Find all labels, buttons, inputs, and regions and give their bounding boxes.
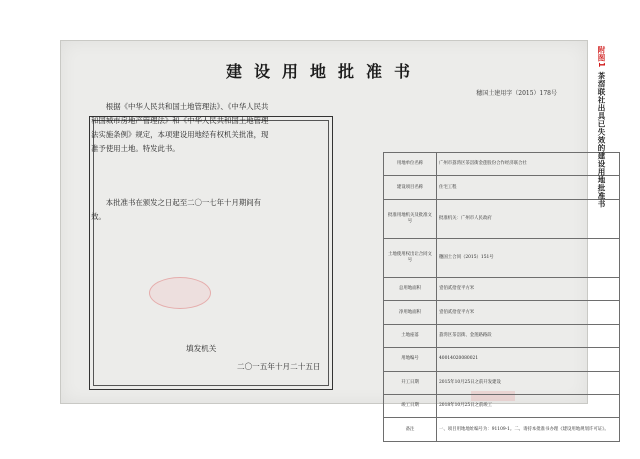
side-annotation-mark: 附图1 bbox=[597, 46, 606, 68]
row-value: 批准机关：广州市人民政府 bbox=[437, 199, 620, 238]
approval-paragraph-2: 本批准书在颁发之日起至二〇一七年十月期间有效。 bbox=[91, 198, 262, 221]
row-label: 竣工日期 bbox=[384, 395, 437, 418]
row-label: 建设项目名称 bbox=[384, 176, 437, 199]
row-label: 用地编号 bbox=[384, 348, 437, 371]
row-value: 广州市荔湾区茶滘街金莲股份合作经济联合社 bbox=[437, 153, 620, 176]
row-value: 荔湾区茶滘街、金莲路路段 bbox=[437, 324, 620, 347]
land-info-table bbox=[383, 152, 620, 442]
row-label: 备注 bbox=[384, 418, 437, 442]
row-label: 净用地面积 bbox=[384, 301, 437, 324]
table-row bbox=[384, 371, 620, 394]
row-label: 土地座落 bbox=[384, 324, 437, 347]
official-seal bbox=[149, 277, 211, 309]
table-row bbox=[384, 277, 620, 300]
row-label: 开工日期 bbox=[384, 371, 437, 394]
table-row bbox=[384, 395, 620, 418]
row-value: 穗国土合同（2015）151号 bbox=[437, 238, 620, 277]
document-number: 穗国土建用字（2015）178号 bbox=[476, 90, 557, 97]
row-value: 住宅工程 bbox=[437, 176, 620, 199]
table-row bbox=[384, 418, 620, 442]
row-value: 一、项目用地地址编号为：91109-1。二、请持本批准书办理《建设用地规划许可证》。 bbox=[437, 418, 620, 442]
row-value: 2018年10月25日之前竣工 bbox=[437, 395, 620, 418]
table-row bbox=[384, 238, 620, 277]
issuer-label: 填发机关 bbox=[186, 344, 217, 353]
issue-date: 二〇一五年十月二十五日 bbox=[237, 362, 321, 371]
row-label: 批准用地机关及批准文号 bbox=[384, 199, 437, 238]
side-annotation-text: 茶滘联社出具已失效的建设用地批准书 bbox=[597, 71, 606, 208]
row-label: 用地单位名称 bbox=[384, 153, 437, 176]
row-value: 40014020080021 bbox=[437, 348, 620, 371]
table-row bbox=[384, 153, 620, 176]
table-row bbox=[384, 199, 620, 238]
table-row bbox=[384, 324, 620, 347]
document-title: 建设用地批准书 bbox=[225, 62, 422, 81]
approval-paragraph-1: 根据《中华人民共和国土地管理法》、《中华人民共和国城市房地产管理法》和《中华人民共和国土地管理法实施条例》规定，本项建设用地经有权机关批准，现准予使用土地。特发此书。 bbox=[91, 102, 269, 153]
table-row bbox=[384, 348, 620, 371]
table-row bbox=[384, 301, 620, 324]
row-label: 土地使用权出让合同文号 bbox=[384, 238, 437, 277]
row-label: 总用地面积 bbox=[384, 277, 437, 300]
side-annotation bbox=[596, 46, 607, 208]
table-row bbox=[384, 176, 620, 199]
row-value: 2015年10月25日之前开发建设 bbox=[437, 371, 620, 394]
row-value: 壹佰贰拾壹平方米 bbox=[437, 301, 620, 324]
row-value: 壹佰贰拾壹平方米 bbox=[437, 277, 620, 300]
